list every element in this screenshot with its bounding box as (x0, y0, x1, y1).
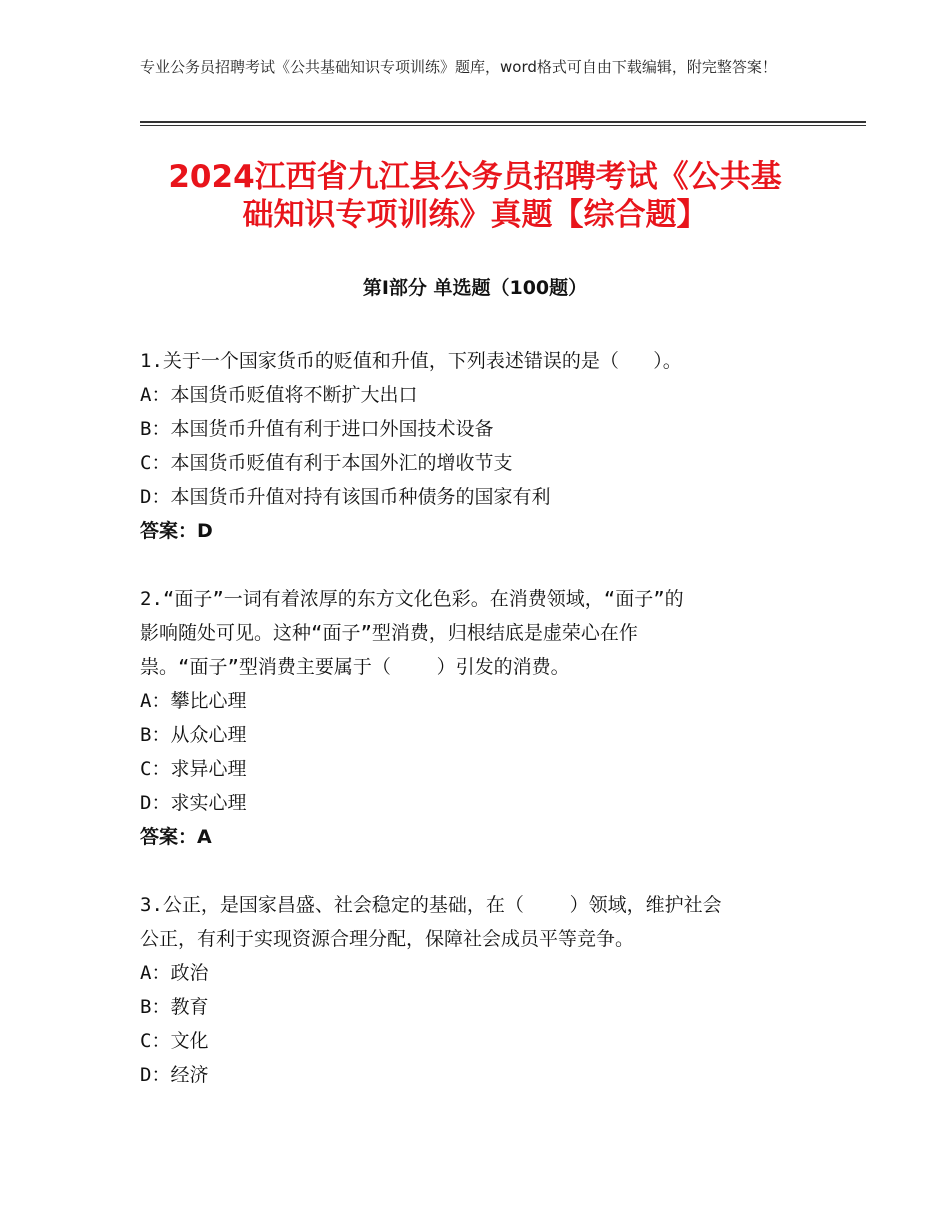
option-b: B：从众心理 (140, 724, 247, 746)
option-c: C：文化 (140, 1030, 209, 1052)
question-2 (140, 582, 812, 854)
question-stem-line: 3.公正，是国家昌盛、社会稳定的基础，在（ ）领域，维护社会 (140, 894, 722, 916)
question-1 (140, 344, 812, 548)
question-stem-line: 公正，有利于实现资源合理分配，保障社会成员平等竞争。 (140, 928, 635, 950)
question-list (140, 344, 812, 1126)
question-stem-line: 影响随处可见。这种“面子”型消费，归根结底是虚荣心在作 (140, 622, 638, 644)
option-c: C：本国货币贬值有利于本国外汇的增收节支 (140, 452, 513, 474)
section-title: 第Ⅰ部分 单选题（100题） (362, 277, 588, 299)
answer: 答案：A (140, 826, 212, 848)
option-d: D：经济 (140, 1064, 209, 1086)
header-rule-thin (140, 125, 866, 126)
option-a: A：攀比心理 (140, 690, 247, 712)
option-b: B：教育 (140, 996, 209, 1018)
header-rule-thick (140, 121, 866, 123)
answer: 答案：D (140, 520, 213, 542)
option-b: B：本国货币升值有利于进口外国技术设备 (140, 418, 494, 440)
header-note: 专业公务员招聘考试《公共基础知识专项训练》题库，word格式可自由下载编辑，附完整答案！ (140, 58, 777, 76)
question-stem-line: 1.关于一个国家货币的贬值和升值，下列表述错误的是（ ）。 (140, 350, 682, 372)
question-stem-line: 2.“面子”一词有着浓厚的东方文化色彩。在消费领域，“面子”的 (140, 588, 684, 610)
question-3 (140, 888, 812, 1092)
option-a: A：政治 (140, 962, 209, 984)
document-title (100, 158, 850, 234)
title-line-2: 础知识专项训练》真题【综合题】 (242, 197, 708, 233)
option-c: C：求异心理 (140, 758, 247, 780)
title-line-1: 2024江西省九江县公务员招聘考试《公共基 (168, 159, 782, 195)
question-stem-line: 祟。“面子”型消费主要属于（ ）引发的消费。 (140, 656, 570, 678)
option-d: D：本国货币升值对持有该国币种债务的国家有利 (140, 486, 551, 508)
option-d: D：求实心理 (140, 792, 247, 814)
option-a: A：本国货币贬值将不断扩大出口 (140, 384, 418, 406)
